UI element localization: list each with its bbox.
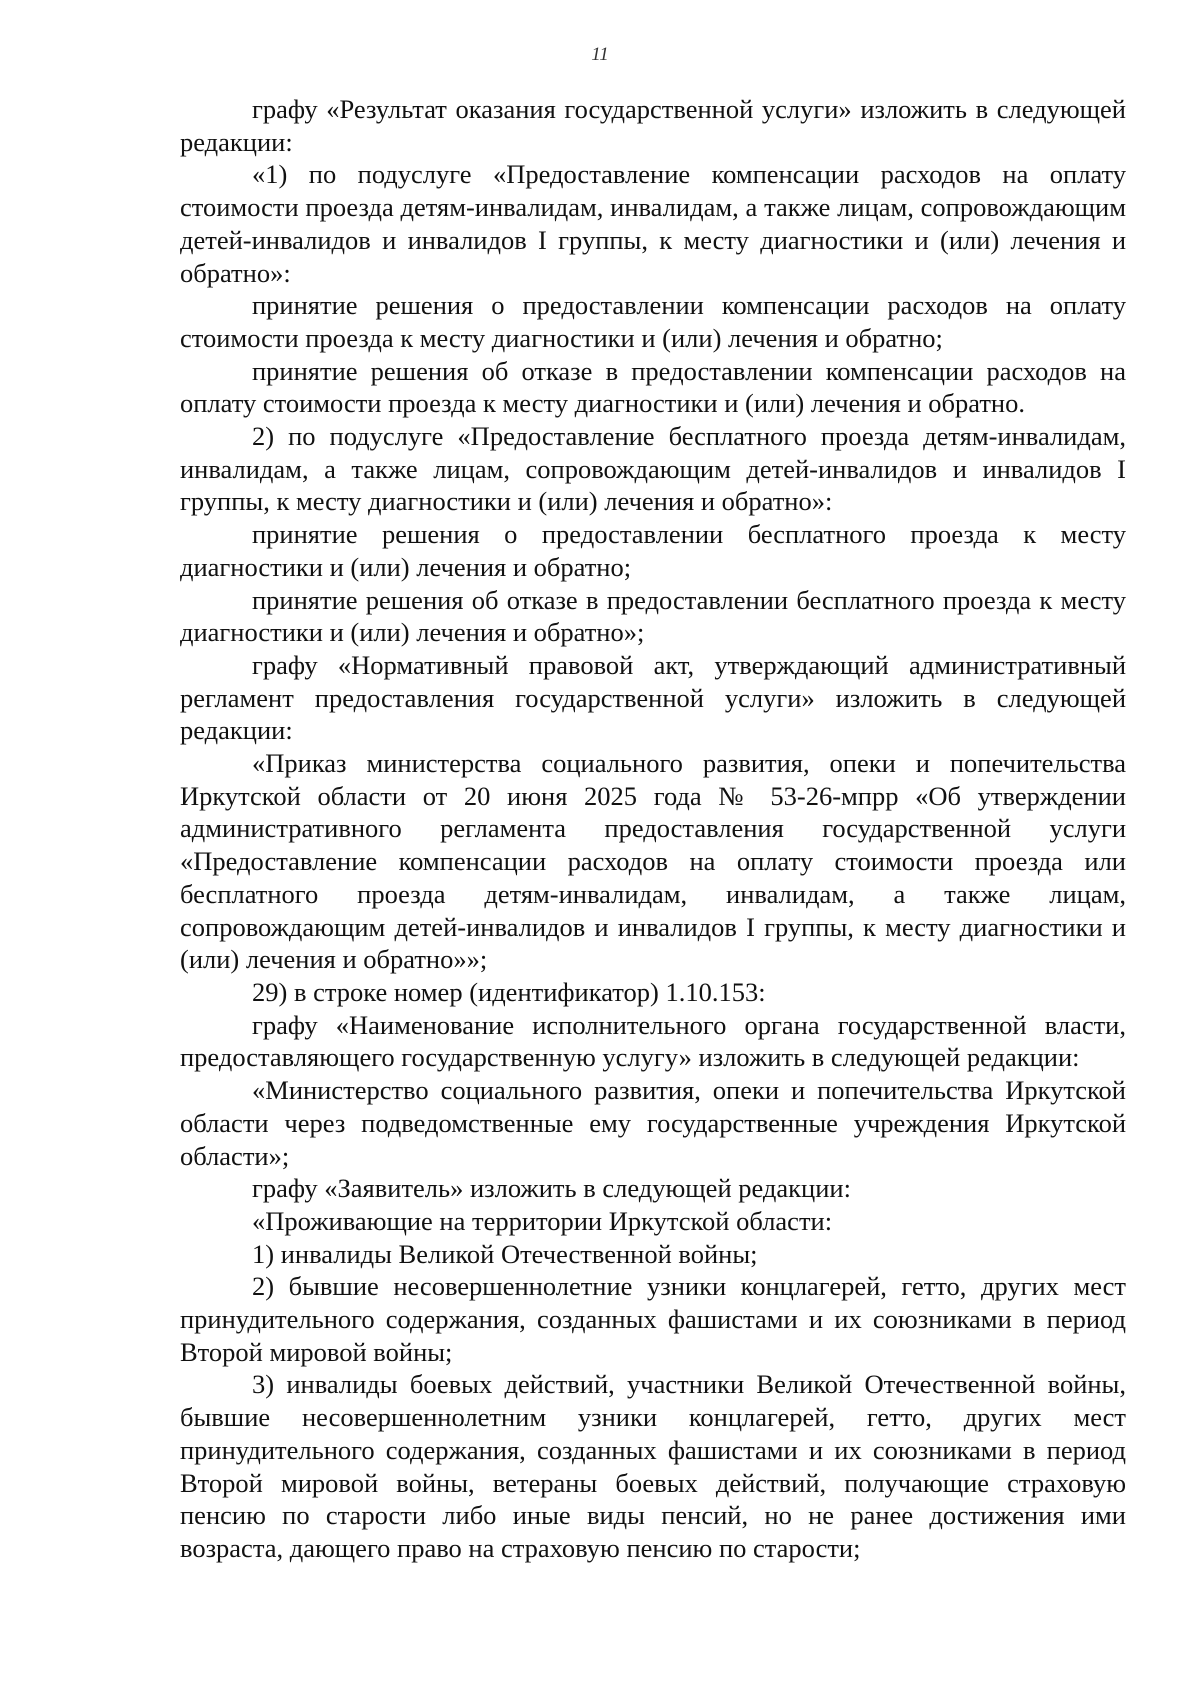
paragraph-order-text: «Приказ министерства социального развития, опеки и попечительства Иркутской области от 20 июня 2025 года № 53-26-мпрр «Об утверждении административного регламента предоставления государственной услуги «Предоставление компенсации расходов на оплату стоимости проезда или бесплатного проезда детям-инвалидам, инвалидам, а также лицам, сопровождающим детей-инвалидов и инвалидов I группы, к месту диагностики и (или) лечения и обратно»»; — [180, 748, 1126, 975]
paragraph-subservice-2: 2) по подуслуге «Предоставление бесплатного проезда детям-инвалидам, инвалидам, а также лицам, сопровождающим детей-инвалидов и инвалидов I группы, к месту диагностики и (или) лечения и обратно»: — [180, 421, 1126, 517]
paragraph-decision-compensation-grant: принятие решения о предоставлении компенсации расходов на оплату стоимости проезда к месту диагностики и (или) лечения и обратно; — [180, 290, 1126, 353]
page-number: 11 — [591, 44, 609, 65]
paragraph-decision-free-travel-grant: принятие решения о предоставлении бесплатного проезда к месту диагностики и (или) лечения и обратно; — [180, 519, 1126, 582]
paragraph-result-column: графу «Результат оказания государственной услуги» изложить в следующей редакции: — [180, 94, 1126, 157]
paragraph-authority-column: графу «Наименование исполнительного органа государственной власти, предоставляющего государственную услугу» изложить в следующей редакции: — [180, 1009, 1126, 1073]
paragraph-item-29: 29) в строке номер (идентификатор) 1.10.153: — [252, 976, 766, 1007]
paragraph-normative-act-column: графу «Нормативный правовой акт, утверждающий административный регламент предоставления государственной услуги» изложить в следующей редакции: — [180, 649, 1126, 746]
list-item-1: 1) инвалиды Великой Отечественной войны; — [252, 1238, 758, 1269]
paragraph-decision-free-travel-refusal: принятие решения об отказе в предоставлении бесплатного проезда к месту диагностики и (или) лечения и обратно»; — [180, 584, 1126, 648]
document-body — [180, 93, 1126, 1565]
paragraph-ministry-text: «Министерство социального развития, опеки и попечительства Иркутской области через подведомственные ему государственные учреждения Иркутской области»; — [180, 1075, 1126, 1171]
paragraph-residents-intro: «Проживающие на территории Иркутской области: — [252, 1205, 833, 1236]
paragraph-applicant-column: графу «Заявитель» изложить в следующей редакции: — [252, 1173, 851, 1204]
list-item-3: 3) инвалиды боевых действий, участники Великой Отечественной войны, бывшие несовершеннолетним узники концлагерей, гетто, других мест принудительного содержания, созданных фашистами и их союзниками в период Второй мировой войны, ветераны боевых действий, получающие страховую пенсию по старости либо иные виды пенсий, но не ранее достижения ими возраста, дающего право на страховую пенсию по старости; — [180, 1369, 1126, 1563]
paragraph-subservice-1: «1) по подуслуге «Предоставление компенсации расходов на оплату стоимости проезда детям-инвалидам, инвалидам, а также лицам, сопровождающим детей-инвалидов и инвалидов I группы, к месту диагностики и (или) лечения и обратно»: — [180, 159, 1126, 288]
list-item-2: 2) бывшие несовершеннолетние узники концлагерей, гетто, других мест принудительного содержания, созданных фашистами и их союзниками в период Второй мировой войны; — [180, 1271, 1126, 1367]
paragraph-decision-compensation-refusal: принятие решения об отказе в предоставлении компенсации расходов на оплату стоимости проезда к месту диагностики и (или) лечения и обратно. — [180, 355, 1126, 419]
